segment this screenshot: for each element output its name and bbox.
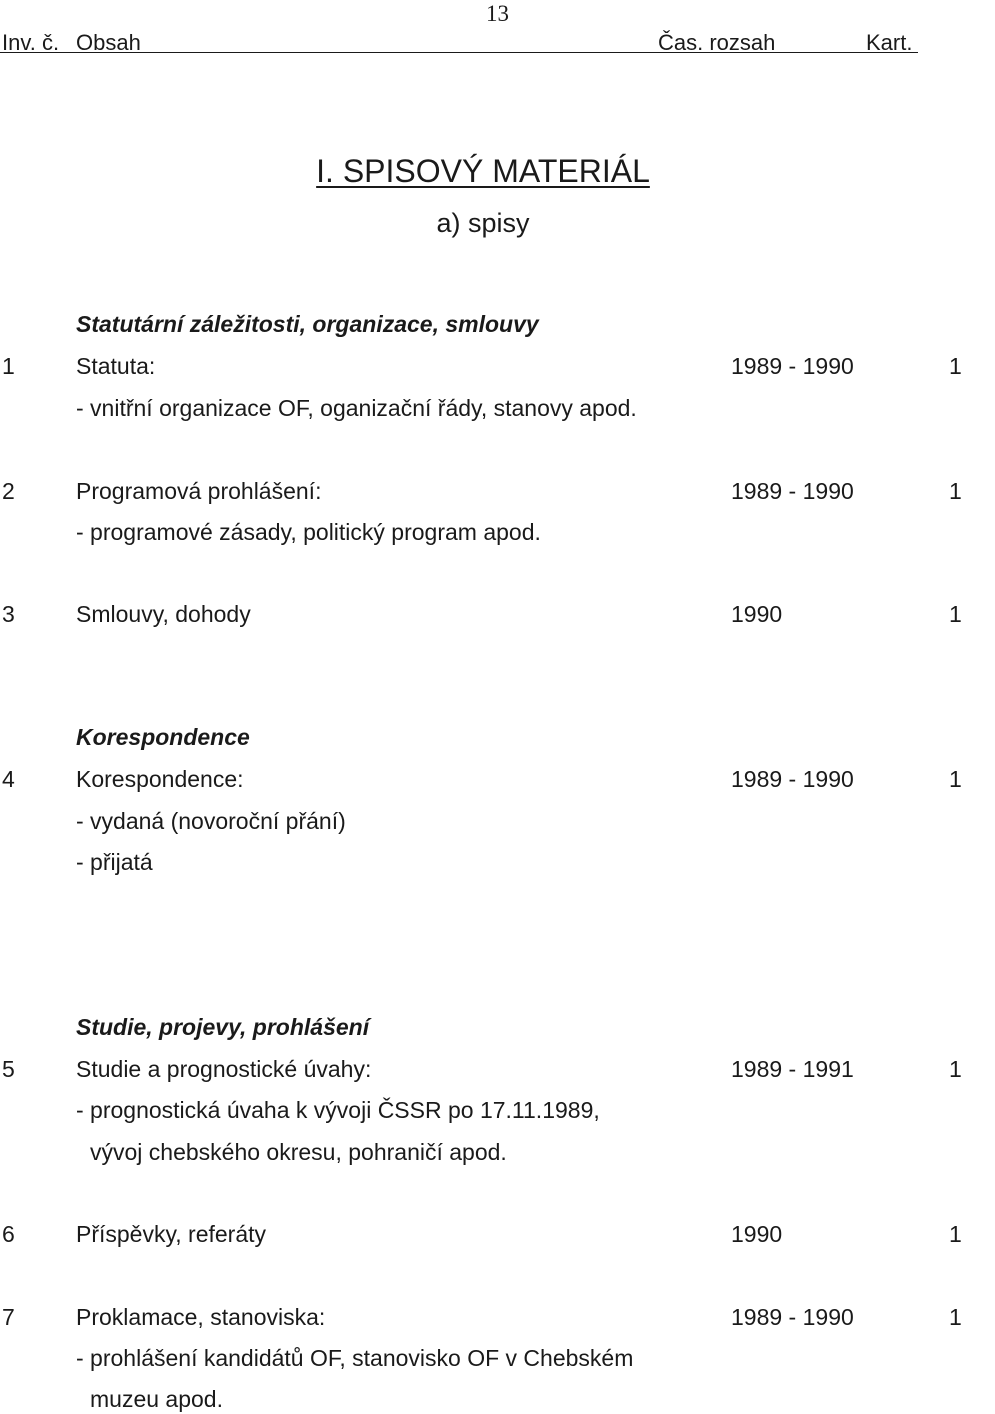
item-date-range: 1989 - 1990 [731,478,854,504]
item-carton: 1 [949,601,962,627]
item-carton: 1 [949,353,962,379]
header-rule [0,52,918,53]
item-date-range: 1989 - 1990 [731,353,854,379]
item-description: Příspěvky, referáty [76,1221,267,1247]
item-date-range: 1989 - 1991 [731,1056,854,1082]
column-header-cas-rozsah: Čas. rozsah [658,30,776,55]
document-subtitle: a) spisy [436,208,530,238]
item-subdescription: - přijatá [76,849,153,875]
item-description: Studie a prognostické úvahy: [76,1056,372,1082]
item-carton: 1 [949,1304,962,1330]
item-description: Smlouvy, dohody [76,601,251,627]
section-heading: Statutární záležitosti, organizace, smlouvy [76,311,539,337]
inventory-number: 4 [2,766,15,792]
item-subdescription: - prohlášení kandidátů OF, stanovisko OF v Chebském [76,1345,634,1371]
column-header-inv: Inv. č. [2,30,60,55]
item-date-range: 1990 [731,601,783,627]
inventory-number: 6 [2,1221,15,1247]
page-number: 13 [486,1,509,26]
item-description: Statuta: [76,353,156,379]
inventory-number: 5 [2,1056,15,1082]
inventory-number: 3 [2,601,15,627]
item-carton: 1 [949,766,962,792]
item-subdescription: - programové zásady, politický program apod. [76,519,541,545]
section-heading: Korespondence [76,724,250,750]
item-subdescription: muzeu apod. [90,1386,223,1412]
column-header-obsah: Obsah [76,30,141,55]
column-header-kart: Kart. [866,30,913,55]
section-heading: Studie, projevy, prohlášení [76,1014,370,1040]
item-description: Programová prohlášení: [76,478,322,504]
item-description: Proklamace, stanoviska: [76,1304,326,1330]
item-carton: 1 [949,1056,962,1082]
item-subdescription: vývoj chebského okresu, pohraničí apod. [90,1139,507,1165]
inventory-number: 7 [2,1304,15,1330]
item-subdescription: - vnitřní organizace OF, oganizační řády, stanovy apod. [76,395,637,421]
inventory-number: 1 [2,353,15,379]
item-description: Korespondence: [76,766,244,792]
inventory-number: 2 [2,478,15,504]
item-subdescription: - prognostická úvaha k vývoji ČSSR po 17.11.1989, [76,1097,600,1123]
document-title [0,155,960,187]
item-carton: 1 [949,1221,962,1247]
item-carton: 1 [949,478,962,504]
item-date-range: 1990 [731,1221,783,1247]
item-date-range: 1989 - 1990 [731,766,854,792]
item-date-range: 1989 - 1990 [731,1304,854,1330]
document-title-text: I. SPISOVÝ MATERIÁL [316,153,650,189]
item-subdescription: - vydaná (novoroční přání) [76,808,346,834]
